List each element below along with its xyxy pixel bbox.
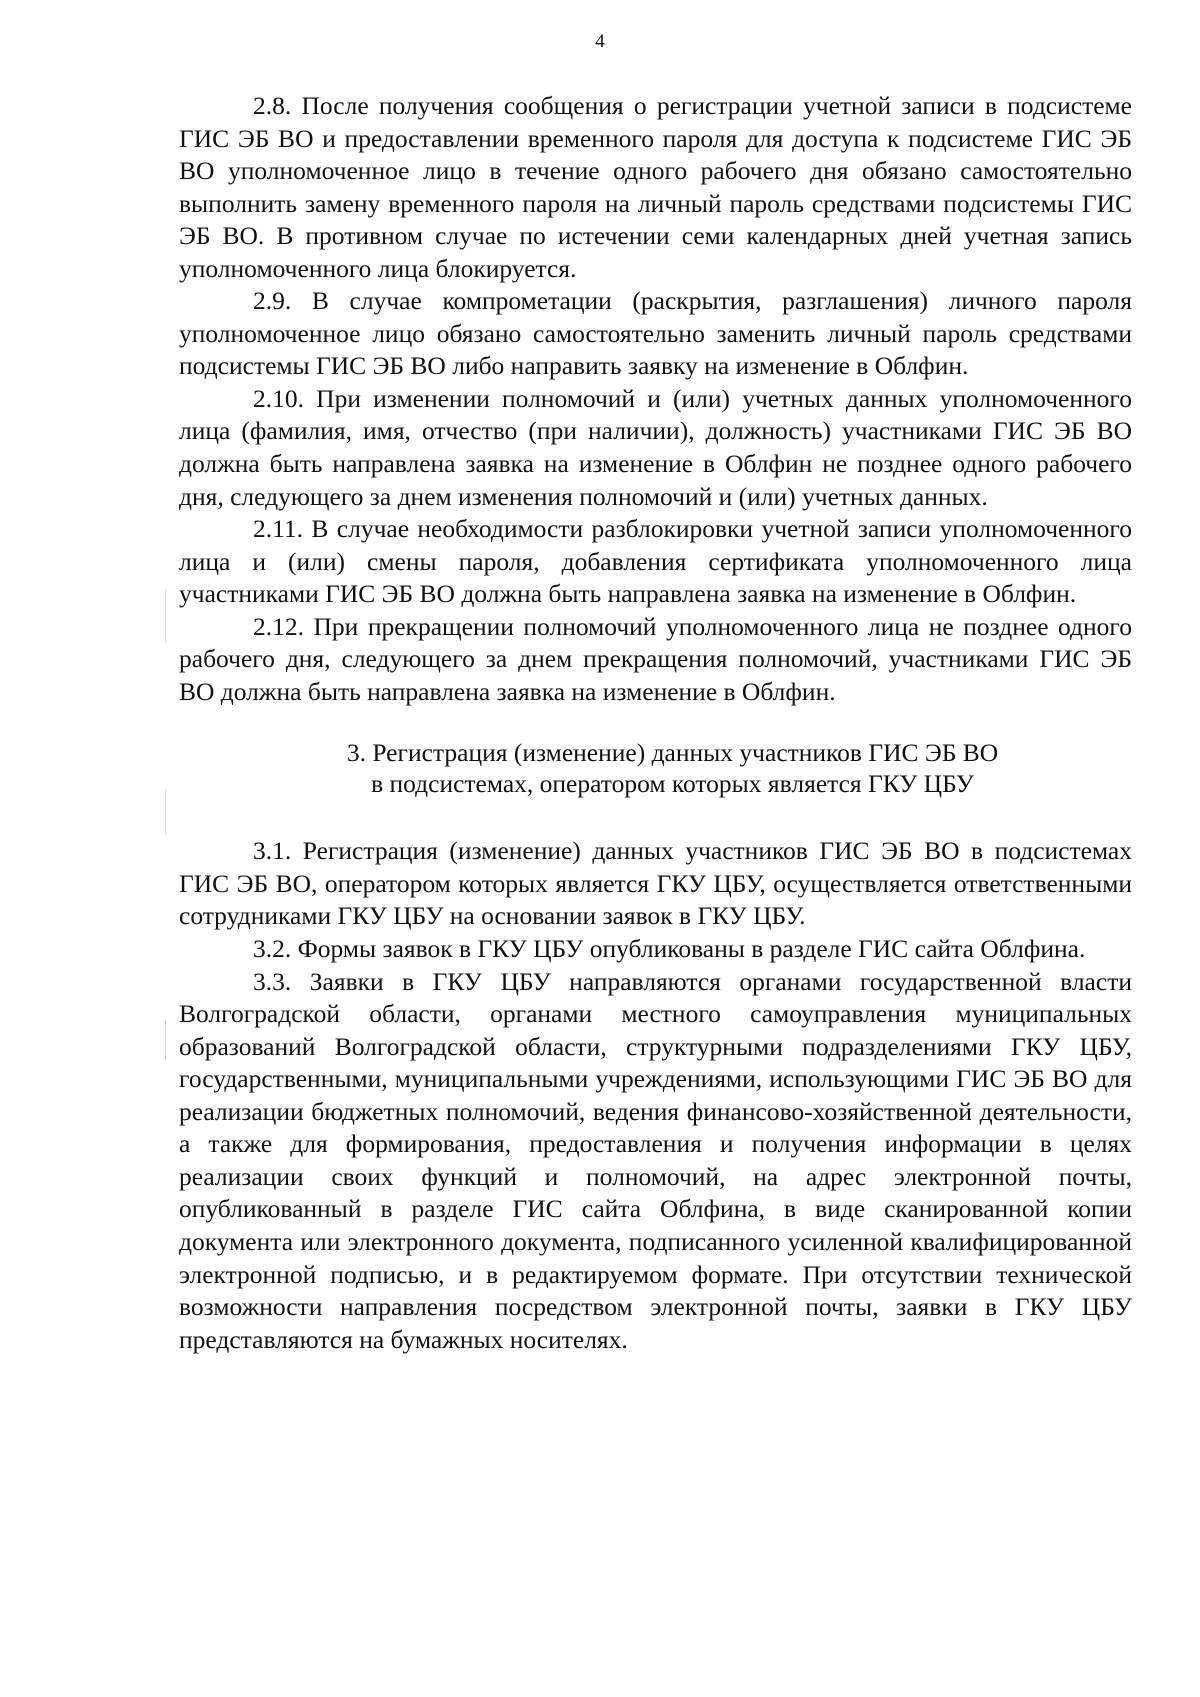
paragraph-2-9: 2.9. В случае компрометации (раскрытия, разглашения) личного пароля уполномоченное лицо обязано самостоятельно заменить личный пароль средствами подсистемы ГИС ЭБ ВО либо направить заявку на изменение в Облфин.	[179, 286, 1132, 381]
paragraph-3-3: 3.3. Заявки в ГКУ ЦБУ направляются органами государственной власти Волгоградской области, органами местного самоуправления муниципальных образований Волгоградской области, структурными подразделениями ГКУ ЦБУ, государственными, муниципальными учреждениями, использующими ГИС ЭБ ВО для реализации бюджетных полномочий, ведения финансово-хозяйственной деятельности, а также для формирования, предоставления и получения информации в целях реализации своих функций и полномочий, на адрес электронной почты, опубликованный в разделе ГИС сайта Облфина, в виде сканированной копии документа или электронного документа, подписанного усиленной квалифицированной электронной подписью, и в редактируемом формате. При отсутствии технической возможности направления посредством электронной почты, заявки в ГКУ ЦБУ представляются на бумажных носителях.	[179, 966, 1132, 1354]
paragraph-2-10: 2.10. При изменении полномочий и (или) учетных данных уполномоченного лица (фамилия, имя, отчество (при наличии), должность) участниками ГИС ЭБ ВО должна быть направлена заявка на изменение в Облфин не позднее одного рабочего дня, следующего за днем изменения полномочий и (или) учетных данных.	[179, 383, 1132, 511]
scan-artifact-mark	[165, 1020, 166, 1060]
paragraph-3-2: 3.2. Формы заявок в ГКУ ЦБУ опубликованы в разделе ГИС сайта Облфина.	[253, 934, 1086, 964]
section-3-heading	[179, 737, 1132, 799]
section-3-heading-line-1: 3. Регистрация (изменение) данных участников ГИС ЭБ ВО	[346, 738, 999, 768]
scan-artifact-mark	[165, 590, 166, 642]
scan-artifact-mark	[165, 790, 166, 834]
paragraph-2-8: 2.8. После получения сообщения о регистрации учетной записи в подсистеме ГИС ЭБ ВО и предоставлении временного пароля для доступа к подсистеме ГИС ЭБ ВО уполномоченное лицо в течение одного рабочего дня обязано самостоятельно выполнить замену временного пароля на личный пароль средствами подсистемы ГИС ЭБ ВО. В противном случае по истечении семи календарных дней учетная запись уполномоченного лица блокируется.	[179, 91, 1132, 283]
paragraph-2-12: 2.12. При прекращении полномочий уполномоченного лица не позднее одного рабочего дня, следующего за днем прекращения полномочий, участниками ГИС ЭБ ВО должна быть направлена заявка на изменение в Облфин.	[179, 611, 1132, 706]
paragraph-2-11: 2.11. В случае необходимости разблокировки учетной записи уполномоченного лица и (или) смены пароля, добавления сертификата уполномоченного лица участниками ГИС ЭБ ВО должна быть направлена заявка на изменение в Облфин.	[179, 514, 1132, 609]
document-body	[179, 90, 1132, 1356]
page-number: 4	[595, 31, 605, 52]
section-3-heading-line-2: в подсистемах, оператором которых является ГКУ ЦБУ	[371, 769, 974, 799]
paragraph-3-1: 3.1. Регистрация (изменение) данных участников ГИС ЭБ ВО в подсистемах ГИС ЭБ ВО, оператором которых является ГКУ ЦБУ, осуществляется ответственными сотрудниками ГКУ ЦБУ на основании заявок в ГКУ ЦБУ.	[179, 836, 1132, 931]
